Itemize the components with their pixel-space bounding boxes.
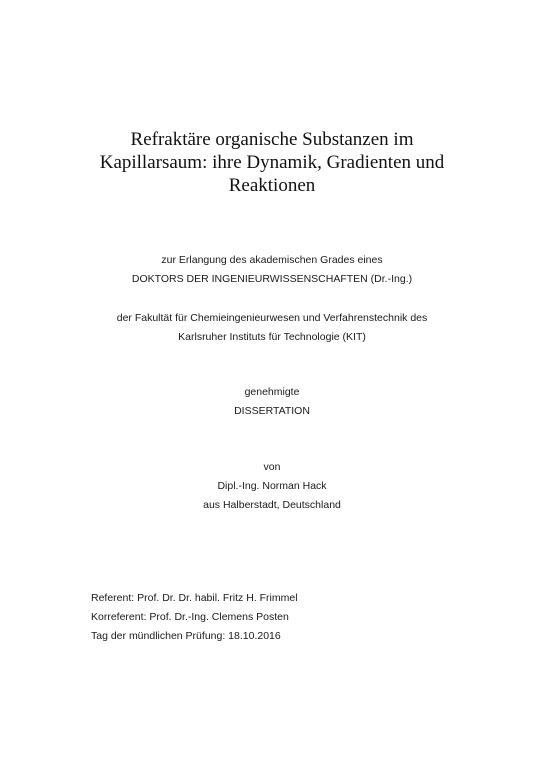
exam-date-line: Tag der mündlichen Prüfung: 18.10.2016 <box>91 630 281 642</box>
korreferent-line: Korreferent: Prof. Dr.-Ing. Clemens Posten <box>91 611 289 623</box>
author-origin: aus Halberstadt, Deutschland <box>203 499 341 511</box>
approval-line-1: genehmigte <box>244 386 300 398</box>
title-line-1: Refraktäre organische Substanzen im <box>130 129 414 150</box>
faculty-line-1: der Fakultät für Chemieingenieurwesen und Verfahrenstechnik des <box>116 312 428 324</box>
author-name: Dipl.-Ing. Norman Hack <box>217 480 327 492</box>
approval-line-2: DISSERTATION <box>234 405 310 417</box>
degree-purpose-line-1: zur Erlangung des akademischen Grades eines <box>161 254 383 266</box>
degree-purpose-line-2: DOKTORS DER INGENIEURWISSENSCHAFTEN (Dr.-Ing.) <box>131 273 413 285</box>
title-line-3: Reaktionen <box>228 175 316 196</box>
referent-line: Referent: Prof. Dr. Dr. habil. Fritz H. Frimmel <box>91 592 298 604</box>
title-line-2: Kapillarsaum: ihre Dynamik, Gradienten und <box>99 152 445 173</box>
author-von: von <box>263 461 281 473</box>
faculty-line-2: Karlsruher Instituts für Technologie (KIT) <box>178 331 366 343</box>
dissertation-title <box>0 128 544 197</box>
